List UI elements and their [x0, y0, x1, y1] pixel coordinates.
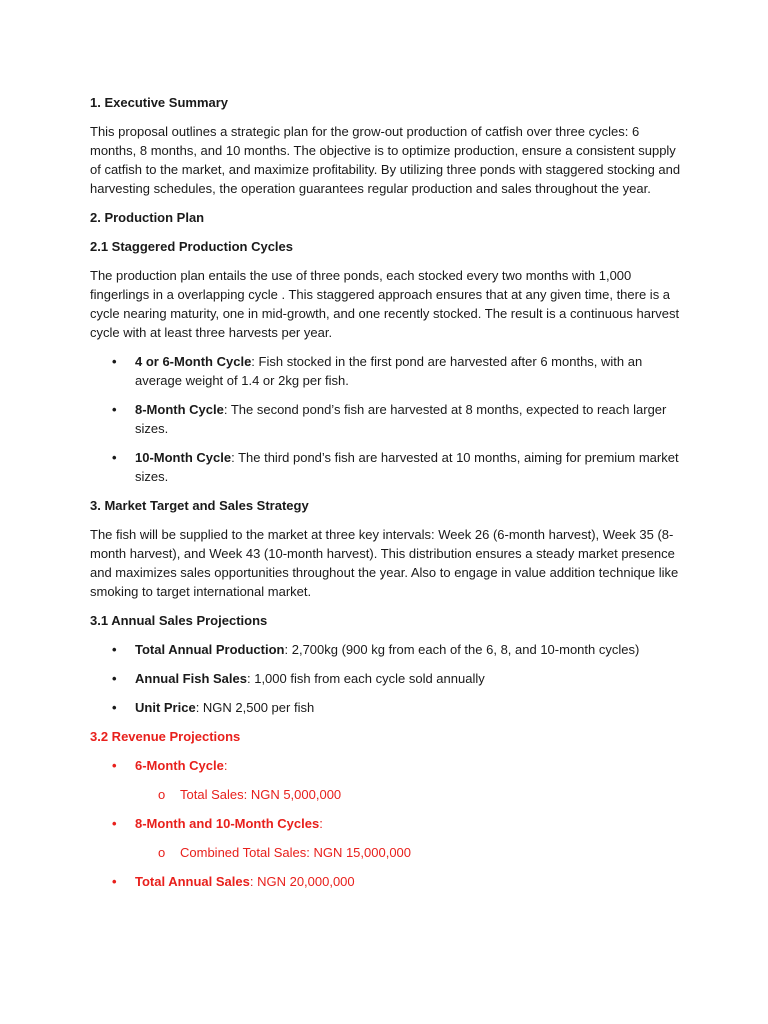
list-item	[90, 640, 688, 659]
production-plan-paragraph: The production plan entails the use of three ponds, each stocked every two months with 1,000 fingerlings in a overlapping cycle . This staggered approach ensures that at any given time, there is a cycle nearing maturity, one in mid-growth, and one recently stocked. The result is a continuous harvest cycle with at least three harvests per year.	[90, 268, 680, 340]
list-item-text: : Fish stocked in the first pond are harvested after 6 months, with an average weight of 1.4 or 2kg per fish.	[135, 354, 643, 388]
list-item-text: : 1,000 fish from each cycle sold annually	[246, 671, 485, 686]
production-cycle-list	[90, 352, 688, 486]
list-item	[90, 698, 688, 717]
bullet-icon: •	[112, 700, 117, 715]
section-heading-production-plan: 2. Production Plan	[90, 210, 205, 225]
bullet-icon: •	[112, 354, 117, 369]
list-item-text: : The third pond’s fish are harvested at 10 months, aiming for premium market sizes.	[135, 450, 679, 484]
list-item-label: 10-Month Cycle	[135, 450, 232, 465]
bullet-icon: •	[112, 450, 117, 465]
section-heading-executive-summary: 1. Executive Summary	[90, 95, 229, 110]
list-item-label: Unit Price	[135, 700, 196, 715]
circle-bullet-icon: o	[158, 787, 166, 802]
bullet-icon: •	[112, 671, 117, 686]
list-item-label: 6-Month Cycle	[135, 758, 224, 773]
market-target-paragraph: The fish will be supplied to the market at three key intervals: Week 26 (6-month harvest), Week 35 (8-month harvest), and Week 43 (10-month harvest). This distribution ensures a steady market presence and maximizes sales opportunities throughout the year. Also to engage in value addition technique like smoking to target international market.	[90, 527, 679, 599]
list-item	[90, 814, 688, 833]
bullet-icon: •	[112, 758, 117, 773]
list-item-text: : NGN 2,500 per fish	[195, 700, 315, 715]
subheading-revenue-projections: 3.2 Revenue Projections	[90, 729, 241, 744]
subheading-staggered-cycles: 2.1 Staggered Production Cycles	[90, 239, 294, 254]
subheading-annual-sales: 3.1 Annual Sales Projections	[90, 613, 268, 628]
sub-list-item	[90, 785, 688, 804]
bullet-icon: •	[112, 874, 117, 889]
list-item-label: Total Annual Sales	[135, 874, 250, 889]
bullet-icon: •	[112, 816, 117, 831]
list-item-label: Annual Fish Sales	[135, 671, 247, 686]
list-item-text: : The second pond’s fish are harvested at 8 months, expected to reach larger sizes.	[135, 402, 667, 436]
bullet-icon: •	[112, 402, 117, 417]
list-item	[90, 756, 688, 775]
section-heading-market-target: 3. Market Target and Sales Strategy	[90, 498, 309, 513]
list-item	[90, 400, 688, 438]
list-item	[90, 352, 688, 390]
list-item-text: :	[319, 816, 323, 831]
list-item	[90, 669, 688, 688]
list-item-label: 8-Month and 10-Month Cycles	[135, 816, 320, 831]
list-item-label: 4 or 6-Month Cycle	[135, 354, 252, 369]
sub-list-item-text: Combined Total Sales: NGN 15,000,000	[180, 845, 412, 860]
sub-list-item	[90, 843, 688, 862]
list-item-text: : 2,700kg (900 kg from each of the 6, 8, and 10-month cycles)	[284, 642, 640, 657]
list-item-text: : NGN 20,000,000	[249, 874, 355, 889]
revenue-projection-list	[90, 756, 688, 891]
sub-list-item-text: Total Sales: NGN 5,000,000	[180, 787, 342, 802]
list-item-label: Total Annual Production	[135, 642, 285, 657]
bullet-icon: •	[112, 642, 117, 657]
list-item-text: :	[223, 758, 228, 773]
sales-projection-list	[90, 640, 688, 717]
list-item	[90, 448, 688, 486]
executive-summary-paragraph: This proposal outlines a strategic plan for the grow-out production of catfish over three cycles: 6 months, 8 months, and 10 months. The objective is to optimize production, ensure a consistent supply of catfish to the market, and maximize profitability. By utilizing three ponds with staggered stocking and harvesting schedules, the operation guarantees regular production and sales throughout the year.	[90, 124, 681, 196]
circle-bullet-icon: o	[158, 845, 166, 860]
list-item-label: 8-Month Cycle	[135, 402, 224, 417]
list-item	[90, 872, 688, 891]
